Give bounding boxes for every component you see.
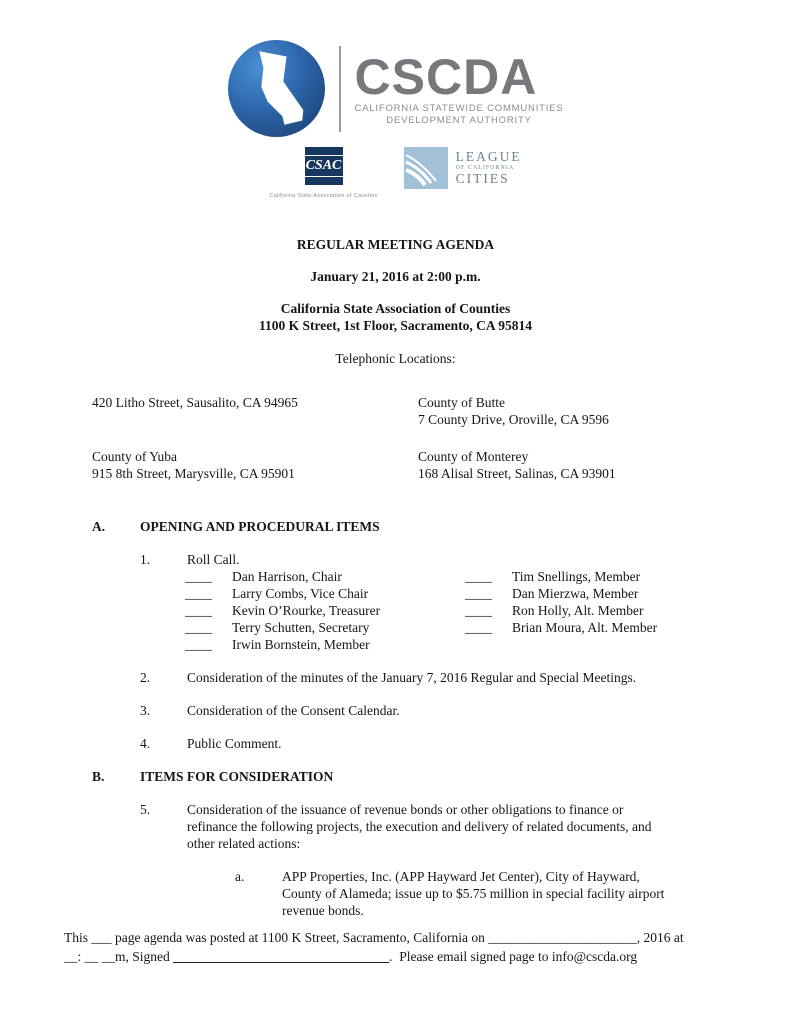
item-number: 4. <box>140 736 151 751</box>
roll-blank-line: ____ <box>185 569 212 584</box>
agenda-item-3 <box>140 702 791 719</box>
location-yuba <box>92 448 418 482</box>
agenda-subitem-a <box>235 868 665 919</box>
roll-call-entry <box>465 602 657 619</box>
agenda-item-4 <box>140 735 791 752</box>
item-text: Consideration of the Consent Calendar. <box>187 703 400 718</box>
league-line3: CITIES <box>455 171 510 186</box>
section-b-heading <box>92 768 791 785</box>
roll-member-name: Larry Combs, Vice Chair <box>232 586 369 601</box>
footer-line1: This ___ page agenda was posted at 1100 K Street, Sacramento, California on ______________________, 2016 at <box>64 930 684 945</box>
roll-call-entry <box>185 585 465 602</box>
footer-line2 <box>64 947 735 966</box>
roll-blank-line: ____ <box>465 586 492 601</box>
roll-blank-line: ____ <box>185 603 212 618</box>
cscda-subtitle-line1: CALIFORNIA STATEWIDE COMMUNITIES <box>354 102 564 114</box>
item-text <box>187 551 791 653</box>
roll-member-name: Terry Schutten, Secretary <box>232 620 370 635</box>
location-sausalito <box>92 394 418 428</box>
cscda-wordmark <box>354 48 564 127</box>
location-line: 7 County Drive, Oroville, CA 9596 <box>418 412 609 427</box>
section-title: OPENING AND PROCEDURAL ITEMS <box>140 519 380 534</box>
roll-member-name: Dan Harrison, Chair <box>232 569 342 584</box>
title-block <box>0 236 791 367</box>
item-number: 3. <box>140 703 151 718</box>
partner-logos <box>269 147 521 205</box>
cscda-logo <box>228 40 564 137</box>
item-number: 1. <box>140 552 151 567</box>
csac-box-icon <box>305 147 343 185</box>
subitem-letter: a. <box>235 869 245 884</box>
venue-block <box>0 300 791 334</box>
masthead <box>0 0 791 205</box>
league-wordmark <box>456 150 522 186</box>
roll-call-left-column <box>185 568 465 653</box>
meeting-datetime: January 21, 2016 at 2:00 p.m. <box>310 269 481 284</box>
footer-line2-suffix: . Please email signed page to info@cscda.org <box>389 949 638 964</box>
roll-call-entry <box>185 568 465 585</box>
item-text <box>187 801 665 919</box>
section-letter: B. <box>92 769 105 784</box>
roll-call-right-column <box>465 568 657 653</box>
location-line: County of Butte <box>418 395 505 410</box>
agenda-item-1 <box>140 551 791 653</box>
roll-call-entry <box>185 636 465 653</box>
california-globe-icon <box>228 40 325 137</box>
roll-blank-line: ____ <box>465 620 492 635</box>
section-title: ITEMS FOR CONSIDERATION <box>140 769 334 784</box>
agenda-item-2 <box>140 669 791 686</box>
roll-member-name: Tim Snellings, Member <box>512 569 641 584</box>
csac-logo <box>269 147 377 205</box>
roll-member-name: Irwin Bornstein, Member <box>232 637 370 652</box>
roll-member-name: Kevin O’Rourke, Treasurer <box>232 603 381 618</box>
item-text: Public Comment. <box>187 736 282 751</box>
roll-call-entry <box>465 585 657 602</box>
csac-acronym: CSAC <box>302 155 346 177</box>
roll-blank-line: ____ <box>185 620 212 635</box>
item-number: 5. <box>140 802 151 817</box>
roll-member-name: Dan Mierzwa, Member <box>512 586 639 601</box>
roll-call-entry <box>185 619 465 636</box>
section-a-heading <box>92 518 791 535</box>
posting-certification-footer <box>64 928 735 966</box>
telephonic-locations-grid <box>92 394 735 482</box>
location-line: 420 Litho Street, Sausalito, CA 94965 <box>92 395 298 410</box>
item-text: Consideration of the minutes of the January 7, 2016 Regular and Special Meetings. <box>187 670 637 685</box>
venue-name: California State Association of Counties <box>280 301 511 316</box>
roll-call-entry <box>185 602 465 619</box>
location-line: County of Monterey <box>418 449 529 464</box>
california-state-icon <box>243 47 309 131</box>
roll-call-label: Roll Call. <box>187 552 240 567</box>
league-swoosh-icon <box>404 147 448 189</box>
roll-blank-line: ____ <box>465 569 492 584</box>
item-number: 2. <box>140 670 151 685</box>
venue-address: 1100 K Street, 1st Floor, Sacramento, CA 95814 <box>259 318 532 333</box>
league-of-california-cities-logo <box>404 147 522 189</box>
league-line1: LEAGUE <box>455 149 522 164</box>
cscda-subtitle-line2: DEVELOPMENT AUTHORITY <box>386 114 532 126</box>
cscda-acronym: CSCDA <box>354 48 538 105</box>
location-line: 168 Alisal Street, Salinas, CA 93901 <box>418 466 616 481</box>
roll-blank-line: ____ <box>465 603 492 618</box>
section-letter: A. <box>92 519 106 534</box>
location-butte <box>418 394 735 428</box>
roll-member-name: Brian Moura, Alt. Member <box>512 620 658 635</box>
league-line2: OF CALIFORNIA <box>455 165 515 171</box>
roll-call-entry <box>465 619 657 636</box>
roll-call-list <box>185 568 791 653</box>
item-5-text: Consideration of the issuance of revenue bonds or other obligations to finance or refinance the following projects, the execution and delivery of related documents, and other related actions: <box>187 802 652 851</box>
document-title: REGULAR MEETING AGENDA <box>296 237 495 252</box>
signature-blank-line: ________________________________ <box>173 949 390 964</box>
location-line: County of Yuba <box>92 449 177 464</box>
agenda-item-5 <box>140 801 791 919</box>
roll-call-entry <box>465 568 657 585</box>
location-monterey <box>418 448 735 482</box>
roll-member-name: Ron Holly, Alt. Member <box>512 603 644 618</box>
location-line: 915 8th Street, Marysville, CA 95901 <box>92 466 295 481</box>
subitem-text: APP Properties, Inc. (APP Hayward Jet Center), City of Hayward, County of Alameda; issue up to $5.75 million in special facility airport revenue bonds. <box>282 869 665 918</box>
roll-blank-line: ____ <box>185 637 212 652</box>
telephonic-locations-label: Telephonic Locations: <box>335 351 456 366</box>
csac-caption: California State Association of Counties <box>269 193 378 199</box>
footer-line2-prefix: __: __ __m, Signed <box>64 949 174 964</box>
logo-divider <box>339 46 341 132</box>
roll-blank-line: ____ <box>185 586 212 601</box>
